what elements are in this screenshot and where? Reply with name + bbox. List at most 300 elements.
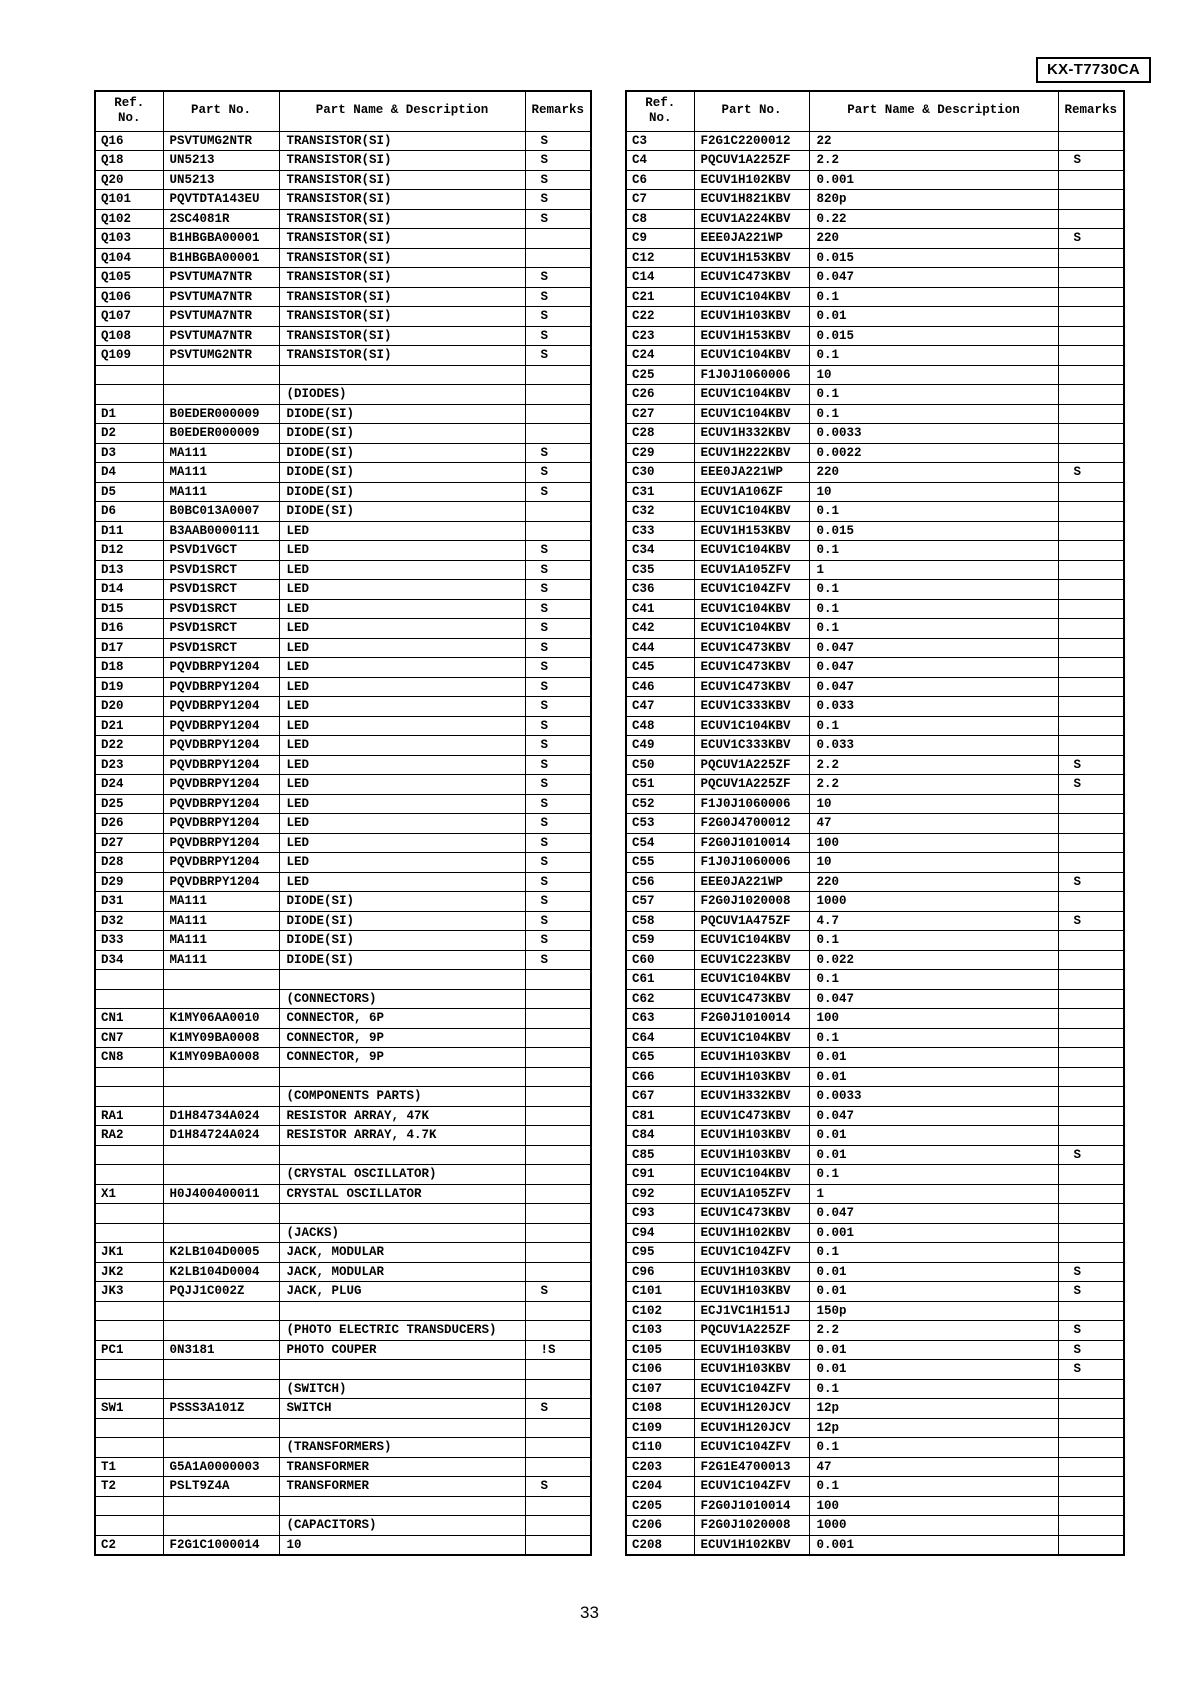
description-cell: LED [279, 853, 525, 873]
table-row [95, 794, 591, 814]
part-no-cell: ECUV1H102KBV [694, 1535, 809, 1555]
part-no-cell: PQJJ1C002Z [163, 1282, 279, 1302]
description-cell: 0.22 [809, 209, 1058, 229]
remarks-cell: S [525, 580, 591, 600]
remarks-cell [1058, 853, 1124, 873]
table-row [95, 209, 591, 229]
remarks-cell [1058, 931, 1124, 951]
description-cell: 0.1 [809, 541, 1058, 561]
part-no-cell: K1MY06AA0010 [163, 1009, 279, 1029]
part-no-cell: G5A1A0000003 [163, 1457, 279, 1477]
remarks-cell [525, 229, 591, 249]
table-row [95, 1184, 591, 1204]
ref-no-cell: Q106 [95, 287, 163, 307]
table-row [626, 1126, 1124, 1146]
table-row [626, 892, 1124, 912]
ref-no-cell: C96 [626, 1262, 694, 1282]
description-cell: DIODE(SI) [279, 892, 525, 912]
part-no-cell: ECUV1C104KBV [694, 931, 809, 951]
description-cell: DIODE(SI) [279, 404, 525, 424]
description-cell: LED [279, 677, 525, 697]
description-cell: LED [279, 599, 525, 619]
part-no-cell: H0J400400011 [163, 1184, 279, 1204]
remarks-cell [1058, 619, 1124, 639]
ref-no-cell [95, 1379, 163, 1399]
table-row [626, 970, 1124, 990]
remarks-cell [525, 1301, 591, 1321]
description-cell: RESISTOR ARRAY, 47K [279, 1106, 525, 1126]
ref-no-cell: Q109 [95, 346, 163, 366]
ref-no-cell: C3 [626, 131, 694, 151]
part-no-cell [163, 1087, 279, 1107]
description-cell: LED [279, 736, 525, 756]
table-row [626, 1243, 1124, 1263]
description-cell: (JACKS) [279, 1223, 525, 1243]
ref-no-cell: D28 [95, 853, 163, 873]
part-no-cell: MA111 [163, 950, 279, 970]
table-row [95, 307, 591, 327]
part-no-cell: ECUV1C104ZFV [694, 1243, 809, 1263]
part-no-cell: 0N3181 [163, 1340, 279, 1360]
part-no-cell: ECUV1H102KBV [694, 170, 809, 190]
description-cell: TRANSISTOR(SI) [279, 346, 525, 366]
table-row [626, 151, 1124, 171]
ref-no-cell: C47 [626, 697, 694, 717]
part-no-cell [163, 1516, 279, 1536]
part-no-cell: ECUV1C104KBV [694, 541, 809, 561]
description-cell: (COMPONENTS PARTS) [279, 1087, 525, 1107]
ref-no-cell: C205 [626, 1496, 694, 1516]
remarks-cell [1058, 248, 1124, 268]
part-no-cell: PQCUV1A475ZF [694, 911, 809, 931]
table-row [95, 697, 591, 717]
ref-no-cell [95, 1204, 163, 1224]
table-row [95, 755, 591, 775]
table-row [626, 931, 1124, 951]
description-cell: LED [279, 833, 525, 853]
part-no-cell: ECUV1C333KBV [694, 736, 809, 756]
model-number-label: KX-T7730CA [1036, 57, 1151, 83]
part-no-cell: ECUV1H103KBV [694, 1262, 809, 1282]
part-no-cell: ECUV1H103KBV [694, 1360, 809, 1380]
part-no-cell: ECUV1C473KBV [694, 989, 809, 1009]
description-cell: 150p [809, 1301, 1058, 1321]
ref-no-cell: C24 [626, 346, 694, 366]
remarks-cell [525, 404, 591, 424]
ref-no-cell: C49 [626, 736, 694, 756]
table-row [95, 190, 591, 210]
ref-no-cell: CN8 [95, 1048, 163, 1068]
description-cell: 1 [809, 560, 1058, 580]
table-row [626, 229, 1124, 249]
description-cell: 0.1 [809, 970, 1058, 990]
table-row [95, 1496, 591, 1516]
description-cell: 47 [809, 1457, 1058, 1477]
part-no-cell: ECUV1C104ZFV [694, 1379, 809, 1399]
remarks-cell [525, 424, 591, 444]
table-row [95, 463, 591, 483]
part-no-cell: PQVDBRPY1204 [163, 814, 279, 834]
part-no-cell: PSVTUMG2NTR [163, 346, 279, 366]
part-no-cell: PQVDBRPY1204 [163, 677, 279, 697]
table-row [626, 736, 1124, 756]
part-no-cell [163, 1223, 279, 1243]
remarks-cell [525, 1360, 591, 1380]
ref-no-cell: Q18 [95, 151, 163, 171]
table-row [626, 658, 1124, 678]
description-cell: 0.0033 [809, 424, 1058, 444]
part-no-cell: ECUV1C473KBV [694, 1204, 809, 1224]
remarks-cell [1058, 365, 1124, 385]
part-no-cell: ECUV1A224KBV [694, 209, 809, 229]
ref-no-cell: D34 [95, 950, 163, 970]
remarks-cell [1058, 560, 1124, 580]
part-no-cell: EEE0JA221WP [694, 229, 809, 249]
table-row [626, 697, 1124, 717]
description-cell: 0.047 [809, 677, 1058, 697]
table-row [626, 814, 1124, 834]
description-cell: 0.1 [809, 931, 1058, 951]
description-cell: (CONNECTORS) [279, 989, 525, 1009]
remarks-cell: S [525, 911, 591, 931]
part-no-cell [163, 1301, 279, 1321]
part-no-cell: MA111 [163, 931, 279, 951]
table-row [626, 1262, 1124, 1282]
description-cell: 0.1 [809, 1379, 1058, 1399]
table-row [626, 1496, 1124, 1516]
table-row [95, 1282, 591, 1302]
ref-no-cell: D13 [95, 560, 163, 580]
remarks-cell: S [525, 287, 591, 307]
part-no-cell: ECUV1H103KBV [694, 1282, 809, 1302]
remarks-cell: S [1058, 1262, 1124, 1282]
part-no-cell: ECUV1C223KBV [694, 950, 809, 970]
description-cell: 0.047 [809, 658, 1058, 678]
remarks-cell [1058, 502, 1124, 522]
part-no-cell: D1H84734A024 [163, 1106, 279, 1126]
table-row [95, 1087, 591, 1107]
part-no-cell: F2G1E4700013 [694, 1457, 809, 1477]
remarks-cell: S [1058, 755, 1124, 775]
remarks-cell [525, 1048, 591, 1068]
column-header-part-no: Part No. [694, 91, 809, 131]
ref-no-cell: C52 [626, 794, 694, 814]
remarks-cell [525, 385, 591, 405]
part-no-cell [163, 385, 279, 405]
table-row [95, 365, 591, 385]
description-cell: 0.01 [809, 1262, 1058, 1282]
table-row [626, 911, 1124, 931]
ref-no-cell [95, 970, 163, 990]
remarks-cell: S [1058, 1340, 1124, 1360]
table-row [626, 287, 1124, 307]
description-cell: 0.033 [809, 736, 1058, 756]
remarks-cell [1058, 1028, 1124, 1048]
ref-no-cell: C26 [626, 385, 694, 405]
description-cell: TRANSISTOR(SI) [279, 190, 525, 210]
part-no-cell: ECUV1H153KBV [694, 248, 809, 268]
part-no-cell: F2G0J1020008 [694, 1516, 809, 1536]
table-row [626, 1087, 1124, 1107]
table-row [626, 424, 1124, 444]
description-cell: 2.2 [809, 151, 1058, 171]
remarks-cell: S [1058, 775, 1124, 795]
remarks-cell [1058, 287, 1124, 307]
remarks-cell: S [1058, 1321, 1124, 1341]
ref-no-cell: D4 [95, 463, 163, 483]
table-row [95, 658, 591, 678]
ref-no-cell: C101 [626, 1282, 694, 1302]
remarks-cell: S [1058, 151, 1124, 171]
remarks-cell: S [525, 1399, 591, 1419]
table-row [95, 131, 591, 151]
description-cell: TRANSISTOR(SI) [279, 131, 525, 151]
part-no-cell: PSVD1SRCT [163, 638, 279, 658]
ref-no-cell: Q105 [95, 268, 163, 288]
table-row [95, 599, 591, 619]
ref-no-cell: D16 [95, 619, 163, 639]
table-row [95, 872, 591, 892]
ref-no-cell: D24 [95, 775, 163, 795]
part-no-cell: PQVDBRPY1204 [163, 853, 279, 873]
table-row [95, 1360, 591, 1380]
remarks-cell: S [525, 209, 591, 229]
description-cell: 0.047 [809, 1204, 1058, 1224]
description-cell: 2.2 [809, 1321, 1058, 1341]
remarks-cell: S [525, 170, 591, 190]
remarks-cell: S [1058, 229, 1124, 249]
remarks-cell [1058, 1399, 1124, 1419]
description-cell: LED [279, 814, 525, 834]
remarks-cell: S [1058, 911, 1124, 931]
table-row [95, 424, 591, 444]
remarks-cell: S [525, 638, 591, 658]
remarks-cell [525, 1165, 591, 1185]
remarks-cell: S [525, 872, 591, 892]
part-no-cell: F1J0J1060006 [694, 365, 809, 385]
description-cell: 0.0022 [809, 443, 1058, 463]
part-no-cell: PQVDBRPY1204 [163, 775, 279, 795]
part-no-cell: ECUV1A106ZF [694, 482, 809, 502]
remarks-cell [1058, 1087, 1124, 1107]
ref-no-cell: C110 [626, 1438, 694, 1458]
remarks-cell [1058, 814, 1124, 834]
remarks-cell [1058, 307, 1124, 327]
description-cell: 220 [809, 872, 1058, 892]
ref-no-cell: C109 [626, 1418, 694, 1438]
table-row [626, 404, 1124, 424]
table-row [626, 346, 1124, 366]
remarks-cell [525, 1009, 591, 1029]
description-cell: 0.1 [809, 580, 1058, 600]
ref-no-cell: C23 [626, 326, 694, 346]
description-cell: 2.2 [809, 755, 1058, 775]
remarks-cell [1058, 833, 1124, 853]
part-no-cell: PQVDBRPY1204 [163, 872, 279, 892]
part-no-cell: PSVD1SRCT [163, 560, 279, 580]
part-no-cell: MA111 [163, 892, 279, 912]
ref-no-cell: D21 [95, 716, 163, 736]
ref-no-cell [95, 1067, 163, 1087]
part-no-cell: UN5213 [163, 170, 279, 190]
table-row [95, 541, 591, 561]
remarks-cell [1058, 1184, 1124, 1204]
remarks-cell [1058, 170, 1124, 190]
part-no-cell: ECUV1C104KBV [694, 385, 809, 405]
part-no-cell: PSVD1SRCT [163, 580, 279, 600]
description-cell: 100 [809, 1496, 1058, 1516]
remarks-cell [525, 521, 591, 541]
ref-no-cell: RA2 [95, 1126, 163, 1146]
remarks-cell [1058, 989, 1124, 1009]
part-no-cell: ECJ1VC1H151J [694, 1301, 809, 1321]
remarks-cell: S [525, 307, 591, 327]
description-cell: RESISTOR ARRAY, 4.7K [279, 1126, 525, 1146]
table-row [95, 248, 591, 268]
remarks-cell [525, 1516, 591, 1536]
description-cell: TRANSFORMER [279, 1457, 525, 1477]
description-cell: DIODE(SI) [279, 911, 525, 931]
description-cell: 0.0033 [809, 1087, 1058, 1107]
description-cell: 0.022 [809, 950, 1058, 970]
description-cell: LED [279, 658, 525, 678]
remarks-cell [1058, 794, 1124, 814]
ref-no-cell: D3 [95, 443, 163, 463]
ref-no-cell: D31 [95, 892, 163, 912]
description-cell: 0.015 [809, 521, 1058, 541]
description-cell: 0.01 [809, 1048, 1058, 1068]
table-row [95, 404, 591, 424]
remarks-cell: S [525, 541, 591, 561]
remarks-cell [1058, 521, 1124, 541]
ref-no-cell: Q102 [95, 209, 163, 229]
part-no-cell: ECUV1H102KBV [694, 1223, 809, 1243]
description-cell: LED [279, 580, 525, 600]
ref-no-cell: D33 [95, 931, 163, 951]
column-header-remarks: Remarks [1058, 91, 1124, 131]
table-row [626, 521, 1124, 541]
description-cell: 100 [809, 833, 1058, 853]
ref-no-cell: PC1 [95, 1340, 163, 1360]
table-row [95, 833, 591, 853]
table-row [95, 1067, 591, 1087]
part-no-cell: ECUV1C104KBV [694, 619, 809, 639]
column-header-description: Part Name & Description [279, 91, 525, 131]
part-no-cell: UN5213 [163, 151, 279, 171]
table-row [626, 1048, 1124, 1068]
ref-no-cell: D26 [95, 814, 163, 834]
ref-no-cell: C7 [626, 190, 694, 210]
description-cell: LED [279, 638, 525, 658]
table-row [626, 638, 1124, 658]
remarks-cell [1058, 580, 1124, 600]
description-cell: TRANSISTOR(SI) [279, 307, 525, 327]
remarks-cell [525, 248, 591, 268]
remarks-cell [1058, 131, 1124, 151]
description-cell: 1 [809, 1184, 1058, 1204]
ref-no-cell: D18 [95, 658, 163, 678]
description-cell: 10 [809, 365, 1058, 385]
ref-no-cell: C29 [626, 443, 694, 463]
ref-no-cell [95, 1301, 163, 1321]
ref-no-cell: C53 [626, 814, 694, 834]
part-no-cell: ECUV1H103KBV [694, 1067, 809, 1087]
part-no-cell: ECUV1H332KBV [694, 1087, 809, 1107]
remarks-cell: S [525, 736, 591, 756]
table-row [95, 1340, 591, 1360]
remarks-cell [1058, 1438, 1124, 1458]
description-cell: 0.1 [809, 404, 1058, 424]
part-no-cell: B1HBGBA00001 [163, 248, 279, 268]
ref-no-cell: C62 [626, 989, 694, 1009]
table-row [95, 560, 591, 580]
remarks-cell [525, 1418, 591, 1438]
table-row [95, 346, 591, 366]
table-row [626, 853, 1124, 873]
table-row [95, 1165, 591, 1185]
remarks-cell: S [525, 658, 591, 678]
ref-no-cell: C30 [626, 463, 694, 483]
ref-no-cell: C42 [626, 619, 694, 639]
part-no-cell [163, 1145, 279, 1165]
ref-no-cell: C56 [626, 872, 694, 892]
remarks-cell: S [1058, 1145, 1124, 1165]
remarks-cell: S [1058, 463, 1124, 483]
ref-no-cell: D5 [95, 482, 163, 502]
part-no-cell: ECUV1C104KBV [694, 1028, 809, 1048]
description-cell: 10 [809, 853, 1058, 873]
ref-no-cell: Q101 [95, 190, 163, 210]
description-cell: DIODE(SI) [279, 950, 525, 970]
ref-no-cell: D20 [95, 697, 163, 717]
description-cell [279, 1301, 525, 1321]
part-no-cell: B0BC013A0007 [163, 502, 279, 522]
description-cell [279, 970, 525, 990]
table-row [626, 1028, 1124, 1048]
part-no-cell: ECUV1H103KBV [694, 1048, 809, 1068]
description-cell: TRANSFORMER [279, 1477, 525, 1497]
table-row [626, 1204, 1124, 1224]
part-no-cell: PSVTUMG2NTR [163, 131, 279, 151]
ref-no-cell: SW1 [95, 1399, 163, 1419]
remarks-cell: S [1058, 1360, 1124, 1380]
ref-no-cell: C51 [626, 775, 694, 795]
table-row [626, 1360, 1124, 1380]
part-no-cell: ECUV1H103KBV [694, 1340, 809, 1360]
ref-no-cell: C64 [626, 1028, 694, 1048]
part-no-cell: ECUV1H103KBV [694, 1145, 809, 1165]
table-row [626, 307, 1124, 327]
remarks-cell: S [525, 853, 591, 873]
ref-no-cell: C25 [626, 365, 694, 385]
ref-no-cell: C54 [626, 833, 694, 853]
part-no-cell: F2G0J4700012 [694, 814, 809, 834]
remarks-cell [525, 970, 591, 990]
remarks-cell: !S [525, 1340, 591, 1360]
remarks-cell: S [525, 931, 591, 951]
remarks-cell [1058, 1165, 1124, 1185]
part-no-cell: ECUV1C104KBV [694, 404, 809, 424]
remarks-cell: S [525, 716, 591, 736]
ref-no-cell: D25 [95, 794, 163, 814]
description-cell: 4.7 [809, 911, 1058, 931]
part-no-cell: PSVTUMA7NTR [163, 268, 279, 288]
part-no-cell [163, 1438, 279, 1458]
description-cell: LED [279, 872, 525, 892]
part-no-cell: PQCUV1A225ZF [694, 1321, 809, 1341]
remarks-cell [1058, 482, 1124, 502]
remarks-cell: S [1058, 872, 1124, 892]
